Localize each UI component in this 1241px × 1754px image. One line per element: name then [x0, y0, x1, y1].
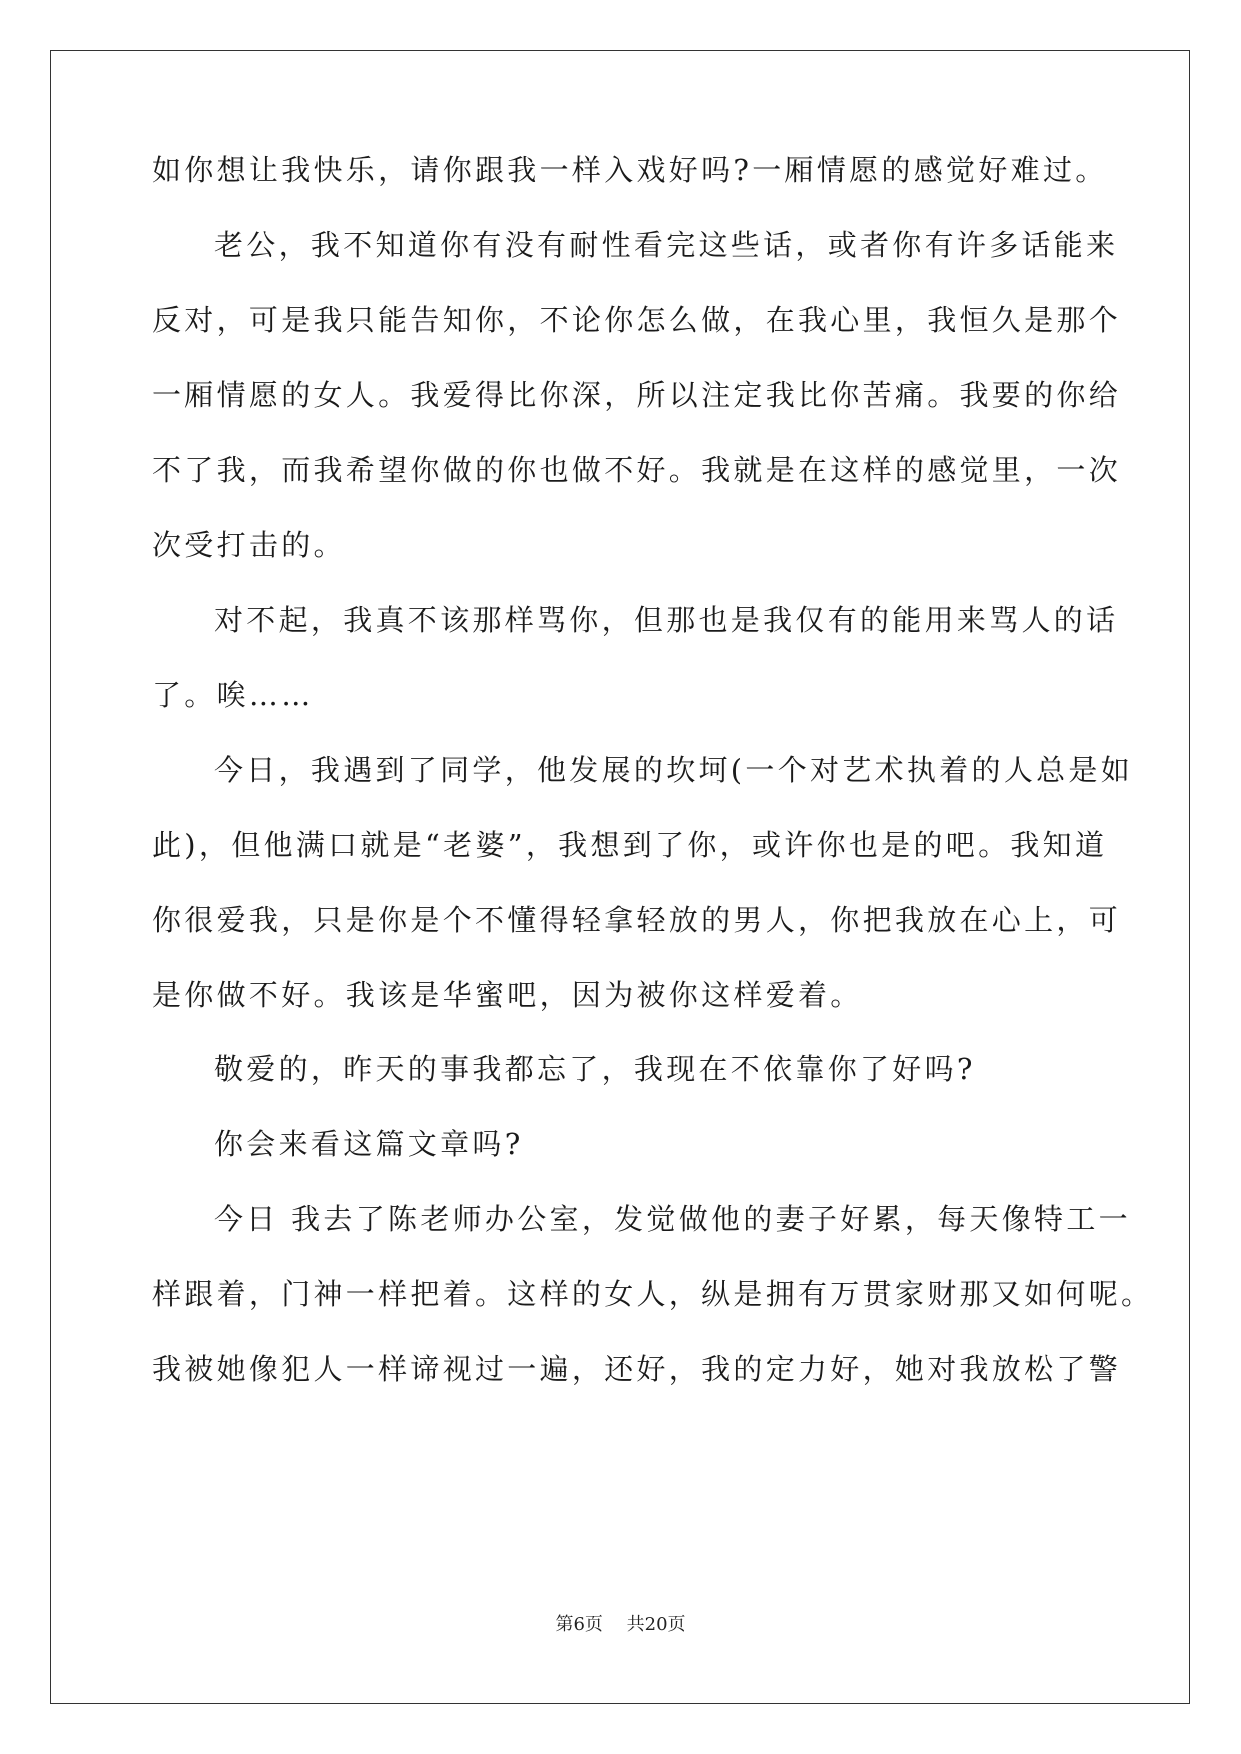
text-line: 次受打击的。 — [152, 528, 346, 562]
text-line: 一厢情愿的女人。我爱得比你深，所以注定我比你苦痛。我要的你给 — [152, 378, 1122, 412]
text-line: 如你想让我快乐，请你跟我一样入戏好吗?一厢情愿的感觉好难过。 — [152, 153, 1108, 187]
text-line: 我被她像犯人一样谛视过一遍，还好，我的定力好，她对我放松了警 — [152, 1352, 1122, 1386]
text-line: 此)，但他满口就是“老婆”，我想到了你，或许你也是的吧。我知道 — [152, 828, 1108, 862]
page-frame — [50, 50, 1190, 1704]
text-line: 不了我，而我希望你做的你也做不好。我就是在这样的感觉里，一次 — [152, 453, 1122, 487]
text-line: 你很爱我，只是你是个不懂得轻拿轻放的男人，你把我放在心上，可 — [152, 903, 1122, 937]
text-line: 今日 我去了陈老师办公室，发觉做他的妻子好累，每天像特工一 — [214, 1202, 1131, 1236]
text-line: 样跟着，门神一样把着。这样的女人，纵是拥有万贯家财那又如何呢。 — [152, 1277, 1154, 1311]
text-line: 老公，我不知道你有没有耐性看完这些话，或者你有许多话能来 — [214, 228, 1119, 262]
text-line: 你会来看这篇文章吗? — [214, 1127, 524, 1161]
text-line: 敬爱的，昨天的事我都忘了，我现在不依靠你了好吗? — [214, 1052, 976, 1086]
text-line: 是你做不好。我该是华蜜吧，因为被你这样爱着。 — [152, 978, 863, 1012]
text-line: 反对，可是我只能告知你，不论你怎么做，在我心里，我恒久是那个 — [152, 303, 1122, 337]
text-line: 对不起，我真不该那样骂你，但那也是我仅有的能用来骂人的话 — [214, 603, 1119, 637]
page-footer: 第6页 共20页 — [555, 1614, 686, 1635]
text-line: 了。唉…… — [152, 678, 314, 712]
text-line: 今日，我遇到了同学，他发展的坎坷(一个对艺术执着的人总是如 — [214, 753, 1134, 787]
